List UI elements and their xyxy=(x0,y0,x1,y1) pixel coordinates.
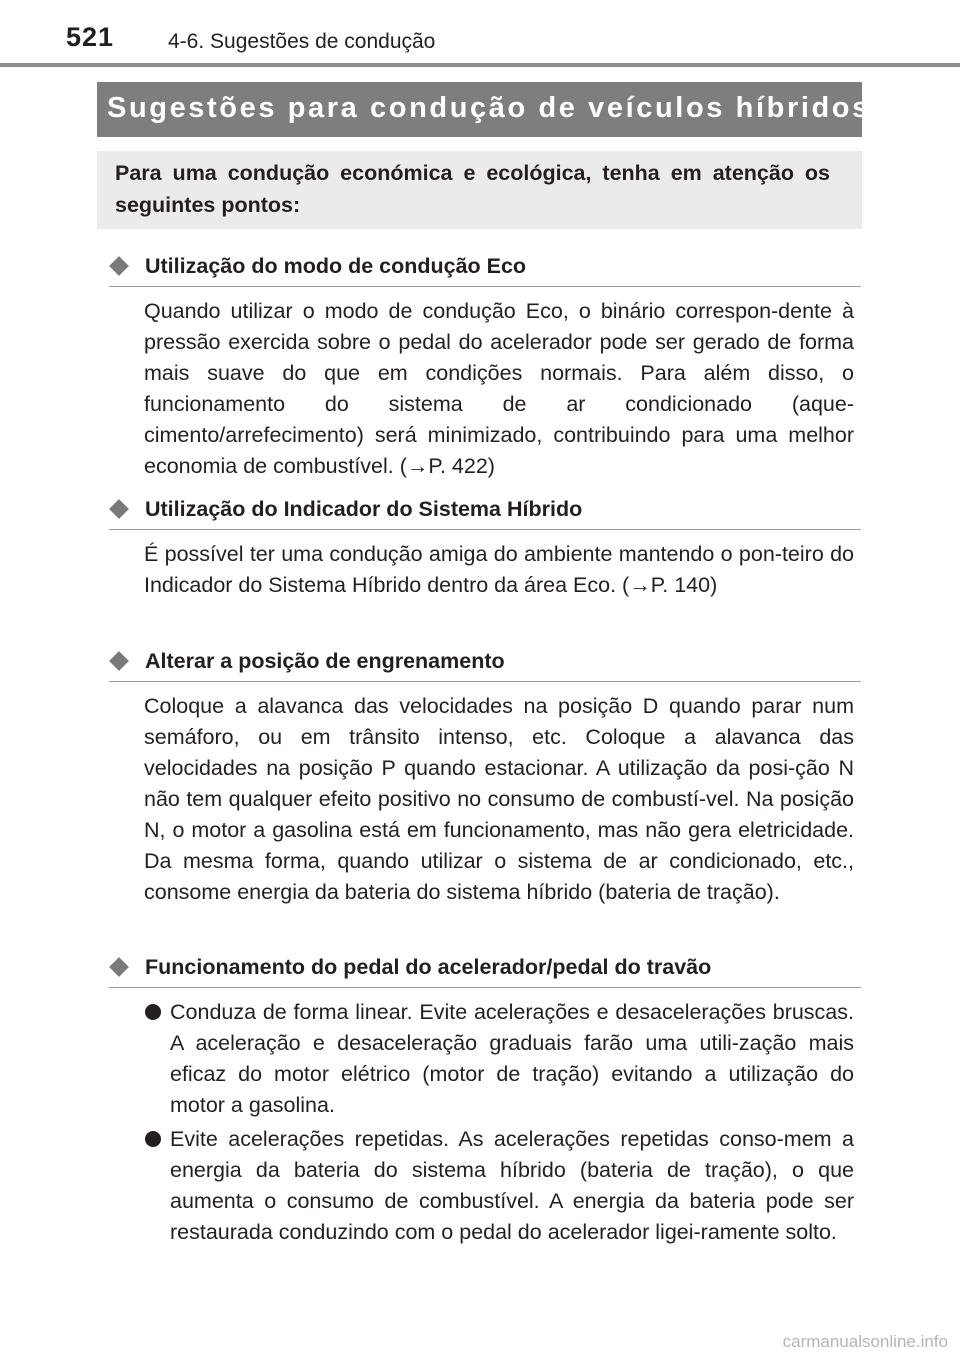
header-divider xyxy=(0,63,960,67)
section-heading xyxy=(109,252,861,287)
bullet-text: Evite acelerações repetidas. As acelerações repetidas conso-mem a energia da bateria do sistema híbrido (bateria de tração), o que aumenta o consumo de combustível. A energia da bateria pode ser restaurada conduzindo com o pedal do acelerador ligei-ramente solto. xyxy=(170,1127,854,1244)
section-gear-position xyxy=(109,647,861,908)
section-heading xyxy=(109,495,861,530)
section-heading-text: Funcionamento do pedal do acelerador/pedal do travão xyxy=(145,955,712,979)
page-header xyxy=(0,0,960,68)
title-bar xyxy=(97,82,871,137)
page-number: 521 xyxy=(66,22,115,52)
section-hybrid-indicator xyxy=(109,495,861,601)
chapter-section-label: 4-6. Sugestões de condução xyxy=(168,30,436,53)
circle-bullet-icon xyxy=(145,1004,161,1020)
diamond-bullet-icon xyxy=(109,256,129,276)
section-body: Quando utilizar o modo de condução Eco, o binário correspon-dente à pressão exercida sobre o pedal do acelerador pode ser gerado de forma mais suave do que em condições normais. Para além disso, o funcionamento do sistema de ar condicionado (aque-cimento/arrefecimento) será minimizado, contribuindo para uma melhor economia de combustível. (→P. 422) xyxy=(144,299,854,478)
page-title: Sugestões para condução de veículos híbridos xyxy=(107,92,871,124)
section-body: Coloque a alavanca das velocidades na posição D quando parar num semáforo, ou em trânsito intenso, etc. Coloque a alavanca das velocidades na posição P quando estacionar. A utilização da posi-ção N não tem qualquer efeito positivo no consumo de combustí-vel. Na posição N, o motor a gasolina está em funcionamento, mas não gera eletricidade. Da mesma forma, quando utilizar o sistema de ar condicionado, etc., consome energia da bateria do sistema híbrido (bateria de tração). xyxy=(144,694,854,904)
section-pedal-operation xyxy=(109,953,861,1248)
section-heading-text: Utilização do modo de condução Eco xyxy=(145,254,527,278)
watermark: carmanualsonline.info xyxy=(782,1332,948,1351)
section-heading xyxy=(109,953,861,988)
section-heading-text: Alterar a posição de engrenamento xyxy=(145,649,505,673)
bullet-item xyxy=(144,1124,854,1248)
circle-bullet-icon xyxy=(145,1131,161,1147)
section-heading-text: Utilização do Indicador do Sistema Híbrido xyxy=(145,497,583,521)
intro-text: Para uma condução económica e ecológica, tenha em atenção os seguintes pontos: xyxy=(115,161,830,217)
bullet-item xyxy=(144,997,854,1121)
diamond-bullet-icon xyxy=(109,651,129,671)
section-body: É possível ter uma condução amiga do ambiente mantendo o pon-teiro do Indicador do Sistema Híbrido dentro da área Eco. (→P. 140) xyxy=(144,542,854,597)
section-heading xyxy=(109,647,861,682)
intro-box xyxy=(97,151,862,229)
diamond-bullet-icon xyxy=(109,499,129,519)
section-eco-mode xyxy=(109,252,861,482)
bullet-text: Conduza de forma linear. Evite acelerações e desacelerações bruscas. A aceleração e desaceleração graduais farão uma utili-zação mais eficaz do motor elétrico (motor de tração) evitando a utilização do motor a gasolina. xyxy=(170,1000,854,1117)
diamond-bullet-icon xyxy=(109,957,129,977)
